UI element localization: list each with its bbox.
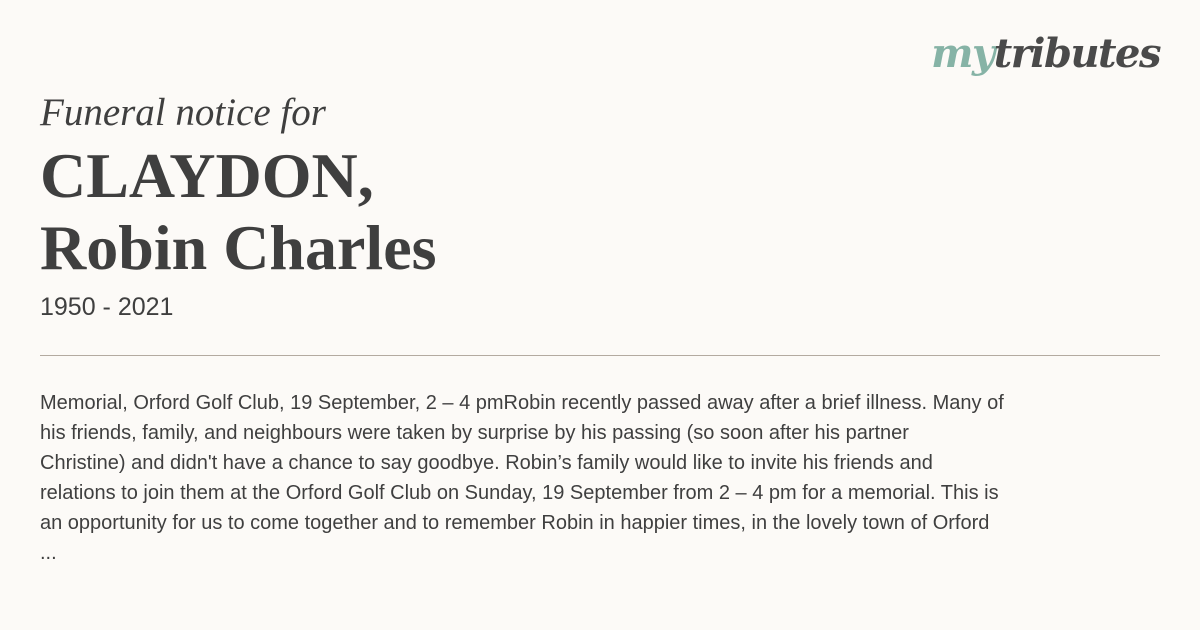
logo-part-my: my bbox=[931, 30, 994, 77]
notice-label: Funeral notice for bbox=[40, 91, 326, 134]
given-names: Robin Charles bbox=[40, 212, 437, 283]
divider bbox=[40, 355, 1160, 356]
surname: CLAYDON, bbox=[40, 140, 374, 211]
notice-excerpt: Memorial, Orford Golf Club, 19 September, 2 – 4 pmRobin recently passed away after a brief illness. Many of his friends, family, and neighbours were taken by surprise by his passing (so soon after his partner Christine) and didn't have a chance to say goodbye. Robin’s family would like to invite his friends and relations to join them at the Orford Golf Club on Sunday, 19 September from 2 – 4 pm for a memorial. This is an opportunity for us to come together and to remember Robin in happier times, in the lovely town of Orford ... bbox=[40, 392, 1004, 564]
mytributes-logo[interactable] bbox=[931, 32, 1160, 76]
deceased-name bbox=[40, 140, 437, 284]
life-years: 1950 - 2021 bbox=[40, 293, 174, 321]
logo-part-tributes: tributes bbox=[993, 30, 1160, 77]
